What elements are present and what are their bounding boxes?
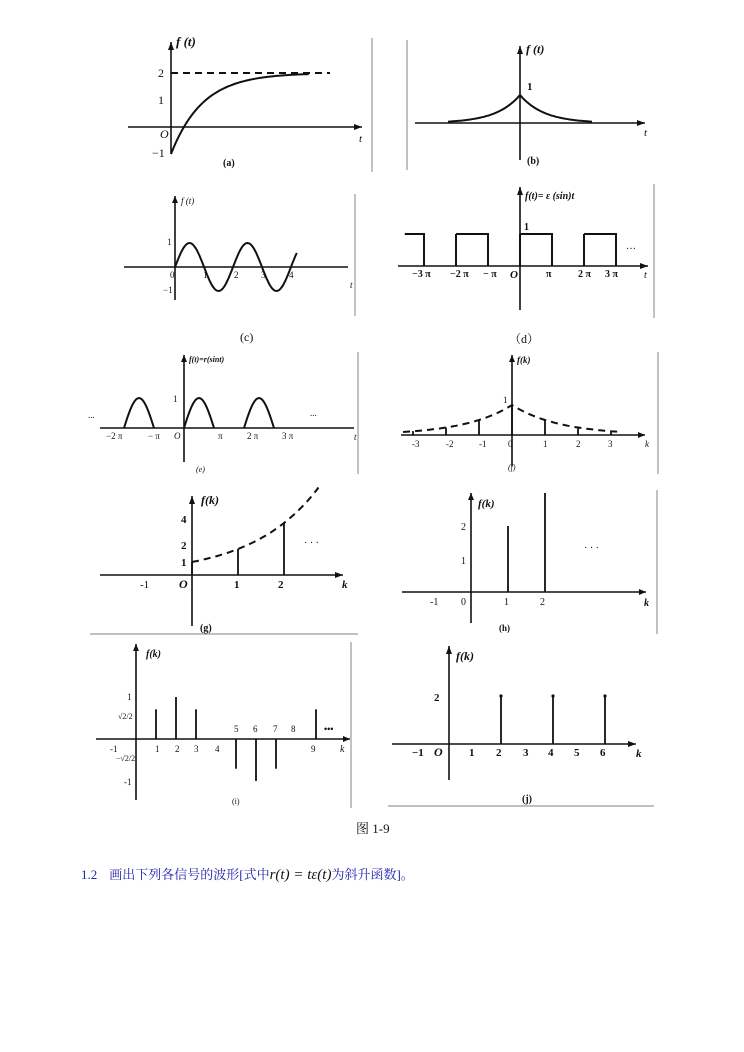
problem-statement bbox=[81, 864, 414, 884]
tick-label: 4 bbox=[289, 270, 294, 280]
y-label: f(k) bbox=[478, 498, 495, 510]
continuation-dots: · · · bbox=[304, 538, 319, 549]
x-arrow bbox=[343, 736, 350, 742]
plot-d bbox=[392, 182, 658, 322]
tick-label: 1 bbox=[127, 692, 132, 702]
x-label: t bbox=[350, 280, 353, 290]
pulse-train bbox=[405, 234, 616, 266]
origin-label: O bbox=[179, 577, 188, 591]
x-label: k bbox=[644, 598, 649, 609]
panel-label-d: （d） bbox=[509, 332, 540, 346]
panel-i bbox=[92, 640, 356, 810]
tick-label: −1 bbox=[412, 747, 424, 759]
tick-label: -1 bbox=[430, 597, 439, 608]
origin-label: 0 bbox=[508, 439, 513, 449]
ramp-formula: r(t) = tε(t) bbox=[269, 867, 332, 883]
continuation-dots: ... bbox=[88, 410, 95, 420]
panel-label: (f) bbox=[508, 463, 516, 472]
x-arrow bbox=[638, 432, 645, 438]
tick-label: 1 bbox=[181, 557, 187, 569]
plot-e bbox=[86, 350, 360, 478]
plot-j bbox=[386, 640, 656, 808]
panel-label: (e) bbox=[196, 465, 205, 474]
y-label: f(k) bbox=[146, 649, 161, 660]
x-label: t bbox=[644, 127, 648, 139]
panel-label: (b) bbox=[527, 156, 540, 167]
tick-label: 5 bbox=[234, 724, 239, 734]
tick-label: 1 bbox=[203, 270, 208, 280]
origin-label: 0 bbox=[461, 597, 466, 608]
tick-label: √2/2 bbox=[118, 712, 133, 721]
y-arrow bbox=[517, 46, 523, 54]
stem-point bbox=[551, 694, 554, 697]
tick-label: 6 bbox=[253, 724, 258, 734]
panel-d bbox=[392, 182, 658, 322]
plot-g bbox=[88, 488, 360, 636]
tick-label: 4 bbox=[548, 747, 554, 759]
tick-label: 2 bbox=[175, 744, 180, 754]
tick-label: 3 bbox=[523, 747, 529, 759]
x-label: k bbox=[340, 744, 345, 755]
y-arrow bbox=[133, 644, 139, 651]
x-label: k bbox=[636, 748, 642, 760]
origin-label: O bbox=[160, 127, 169, 141]
tick-label: 5 bbox=[574, 747, 580, 759]
figure-caption: 图 1-9 bbox=[356, 821, 390, 836]
stem-point bbox=[603, 694, 606, 697]
tick-label: 1 bbox=[543, 439, 548, 449]
y-arrow bbox=[509, 355, 515, 362]
y-arrow bbox=[517, 187, 523, 195]
y-label: f (t) bbox=[181, 196, 195, 206]
plot-f bbox=[395, 350, 661, 478]
tick-label: 1 bbox=[173, 394, 178, 404]
panel-g bbox=[88, 488, 360, 636]
tick-label: −√2/2 bbox=[116, 754, 136, 763]
problem-number: 1.2 bbox=[81, 867, 98, 882]
tick-label: −2 π bbox=[106, 431, 123, 441]
tick-label: 2 bbox=[496, 747, 502, 759]
tick-label: π bbox=[546, 269, 552, 280]
tick-label: 2 bbox=[158, 66, 164, 80]
tick-label: 4 bbox=[181, 514, 187, 526]
tick-label: 6 bbox=[600, 747, 606, 759]
tick-label: − π bbox=[483, 269, 497, 280]
tick-label: 2 bbox=[576, 439, 581, 449]
tick-label: 2 bbox=[540, 597, 545, 608]
tick-label: −1 bbox=[163, 285, 173, 295]
tick-label: 1 bbox=[469, 747, 475, 759]
tick-label: −3 π bbox=[412, 269, 431, 280]
tick-label: 1 bbox=[504, 597, 509, 608]
tick-label: 3 bbox=[194, 744, 199, 754]
y-label: f(k) bbox=[456, 649, 474, 663]
problem-text-before: 画出下列各信号的波形[式中 bbox=[109, 867, 270, 882]
tick-label: 2 bbox=[234, 270, 239, 280]
tick-label: 1 bbox=[234, 579, 240, 591]
plot-i bbox=[92, 640, 356, 810]
tick-label: 1 bbox=[158, 93, 164, 107]
y-label: f(k) bbox=[201, 493, 219, 507]
tick-label: -1 bbox=[124, 777, 132, 787]
y-label: f(k) bbox=[517, 355, 531, 365]
tick-label: 1 bbox=[167, 237, 172, 247]
panel-c bbox=[118, 190, 358, 320]
x-arrow bbox=[354, 124, 362, 130]
y-arrow bbox=[446, 646, 452, 654]
y-arrow bbox=[189, 496, 195, 504]
tick-label: 9 bbox=[311, 744, 316, 754]
tick-label: 1 bbox=[527, 81, 533, 93]
tick-label: 1 bbox=[503, 395, 508, 405]
plot-h bbox=[396, 488, 660, 638]
x-arrow bbox=[335, 572, 343, 578]
panel-j bbox=[386, 640, 656, 808]
series-line bbox=[124, 398, 274, 428]
tick-label: 2 bbox=[461, 522, 466, 533]
x-arrow bbox=[637, 120, 645, 126]
y-arrow bbox=[181, 355, 187, 362]
continuation-dots: · · · bbox=[584, 543, 599, 554]
y-arrow bbox=[172, 196, 178, 203]
x-label: t bbox=[359, 133, 363, 145]
origin-label: O bbox=[174, 431, 181, 441]
y-arrow bbox=[468, 493, 474, 500]
tick-label: -1 bbox=[140, 579, 150, 591]
tick-label: 3 π bbox=[605, 269, 618, 280]
tick-label: -3 bbox=[412, 439, 420, 449]
tick-label: − π bbox=[148, 431, 160, 441]
y-arrow bbox=[168, 42, 174, 50]
tick-label: 7 bbox=[273, 724, 278, 734]
tick-label: π bbox=[218, 431, 223, 441]
tick-label: 2 π bbox=[578, 269, 591, 280]
panel-label-c: (c) bbox=[240, 330, 254, 344]
continuation-dots: ... bbox=[310, 408, 317, 418]
continuation-dots: ••• bbox=[324, 724, 334, 734]
tick-label: 2 bbox=[181, 540, 187, 552]
tick-label: 1 bbox=[155, 744, 160, 754]
x-label: t bbox=[644, 270, 647, 281]
plot-b bbox=[405, 38, 663, 170]
tick-label: 4 bbox=[215, 744, 220, 754]
origin-label: 0 bbox=[170, 270, 175, 280]
y-label: f (t) bbox=[176, 34, 196, 49]
panel-label: (a) bbox=[223, 158, 235, 169]
x-arrow bbox=[640, 263, 648, 269]
panel-e bbox=[86, 350, 360, 478]
plot-a bbox=[118, 36, 374, 176]
panel-h bbox=[396, 488, 660, 638]
panel-label: (i) bbox=[232, 797, 240, 806]
x-arrow bbox=[639, 589, 646, 595]
tick-label: 2 π bbox=[247, 431, 259, 441]
origin-label: O bbox=[510, 269, 518, 281]
tick-label: 3 π bbox=[282, 431, 294, 441]
tick-label: 2 bbox=[434, 692, 440, 704]
panel-label: (g) bbox=[200, 623, 212, 634]
continuation-dots: ··· bbox=[626, 244, 636, 255]
panel-a bbox=[118, 36, 374, 176]
tick-label: 1 bbox=[524, 222, 529, 233]
panel-label: (h) bbox=[499, 623, 510, 633]
tick-label: -1 bbox=[479, 439, 487, 449]
panel-b bbox=[405, 38, 663, 170]
y-label: f(t)= ε (sin)t bbox=[525, 191, 575, 202]
tick-label: 3 bbox=[608, 439, 613, 449]
tick-label: 3 bbox=[261, 270, 266, 280]
x-label: k bbox=[645, 439, 649, 449]
series-line bbox=[171, 74, 309, 154]
tick-label: −2 π bbox=[450, 269, 469, 280]
tick-label: -1 bbox=[110, 744, 118, 754]
x-label: t bbox=[354, 432, 357, 442]
x-label: k bbox=[342, 579, 348, 591]
problem-text-after: 为斜升函数]。 bbox=[331, 867, 414, 882]
panel-label: (j) bbox=[522, 794, 532, 805]
tick-label: 2 bbox=[278, 579, 284, 591]
x-arrow bbox=[628, 741, 636, 747]
y-label: f (t) bbox=[526, 42, 545, 56]
tick-label: 8 bbox=[291, 724, 296, 734]
panel-f bbox=[395, 350, 661, 478]
plot-c bbox=[118, 190, 358, 320]
y-label: f(t)=r(sint) bbox=[189, 355, 225, 364]
tick-label: 1 bbox=[461, 556, 466, 567]
stem-point bbox=[499, 694, 502, 697]
origin-label: O bbox=[434, 745, 443, 759]
tick-label: −1 bbox=[152, 146, 165, 160]
tick-label: -2 bbox=[446, 439, 454, 449]
